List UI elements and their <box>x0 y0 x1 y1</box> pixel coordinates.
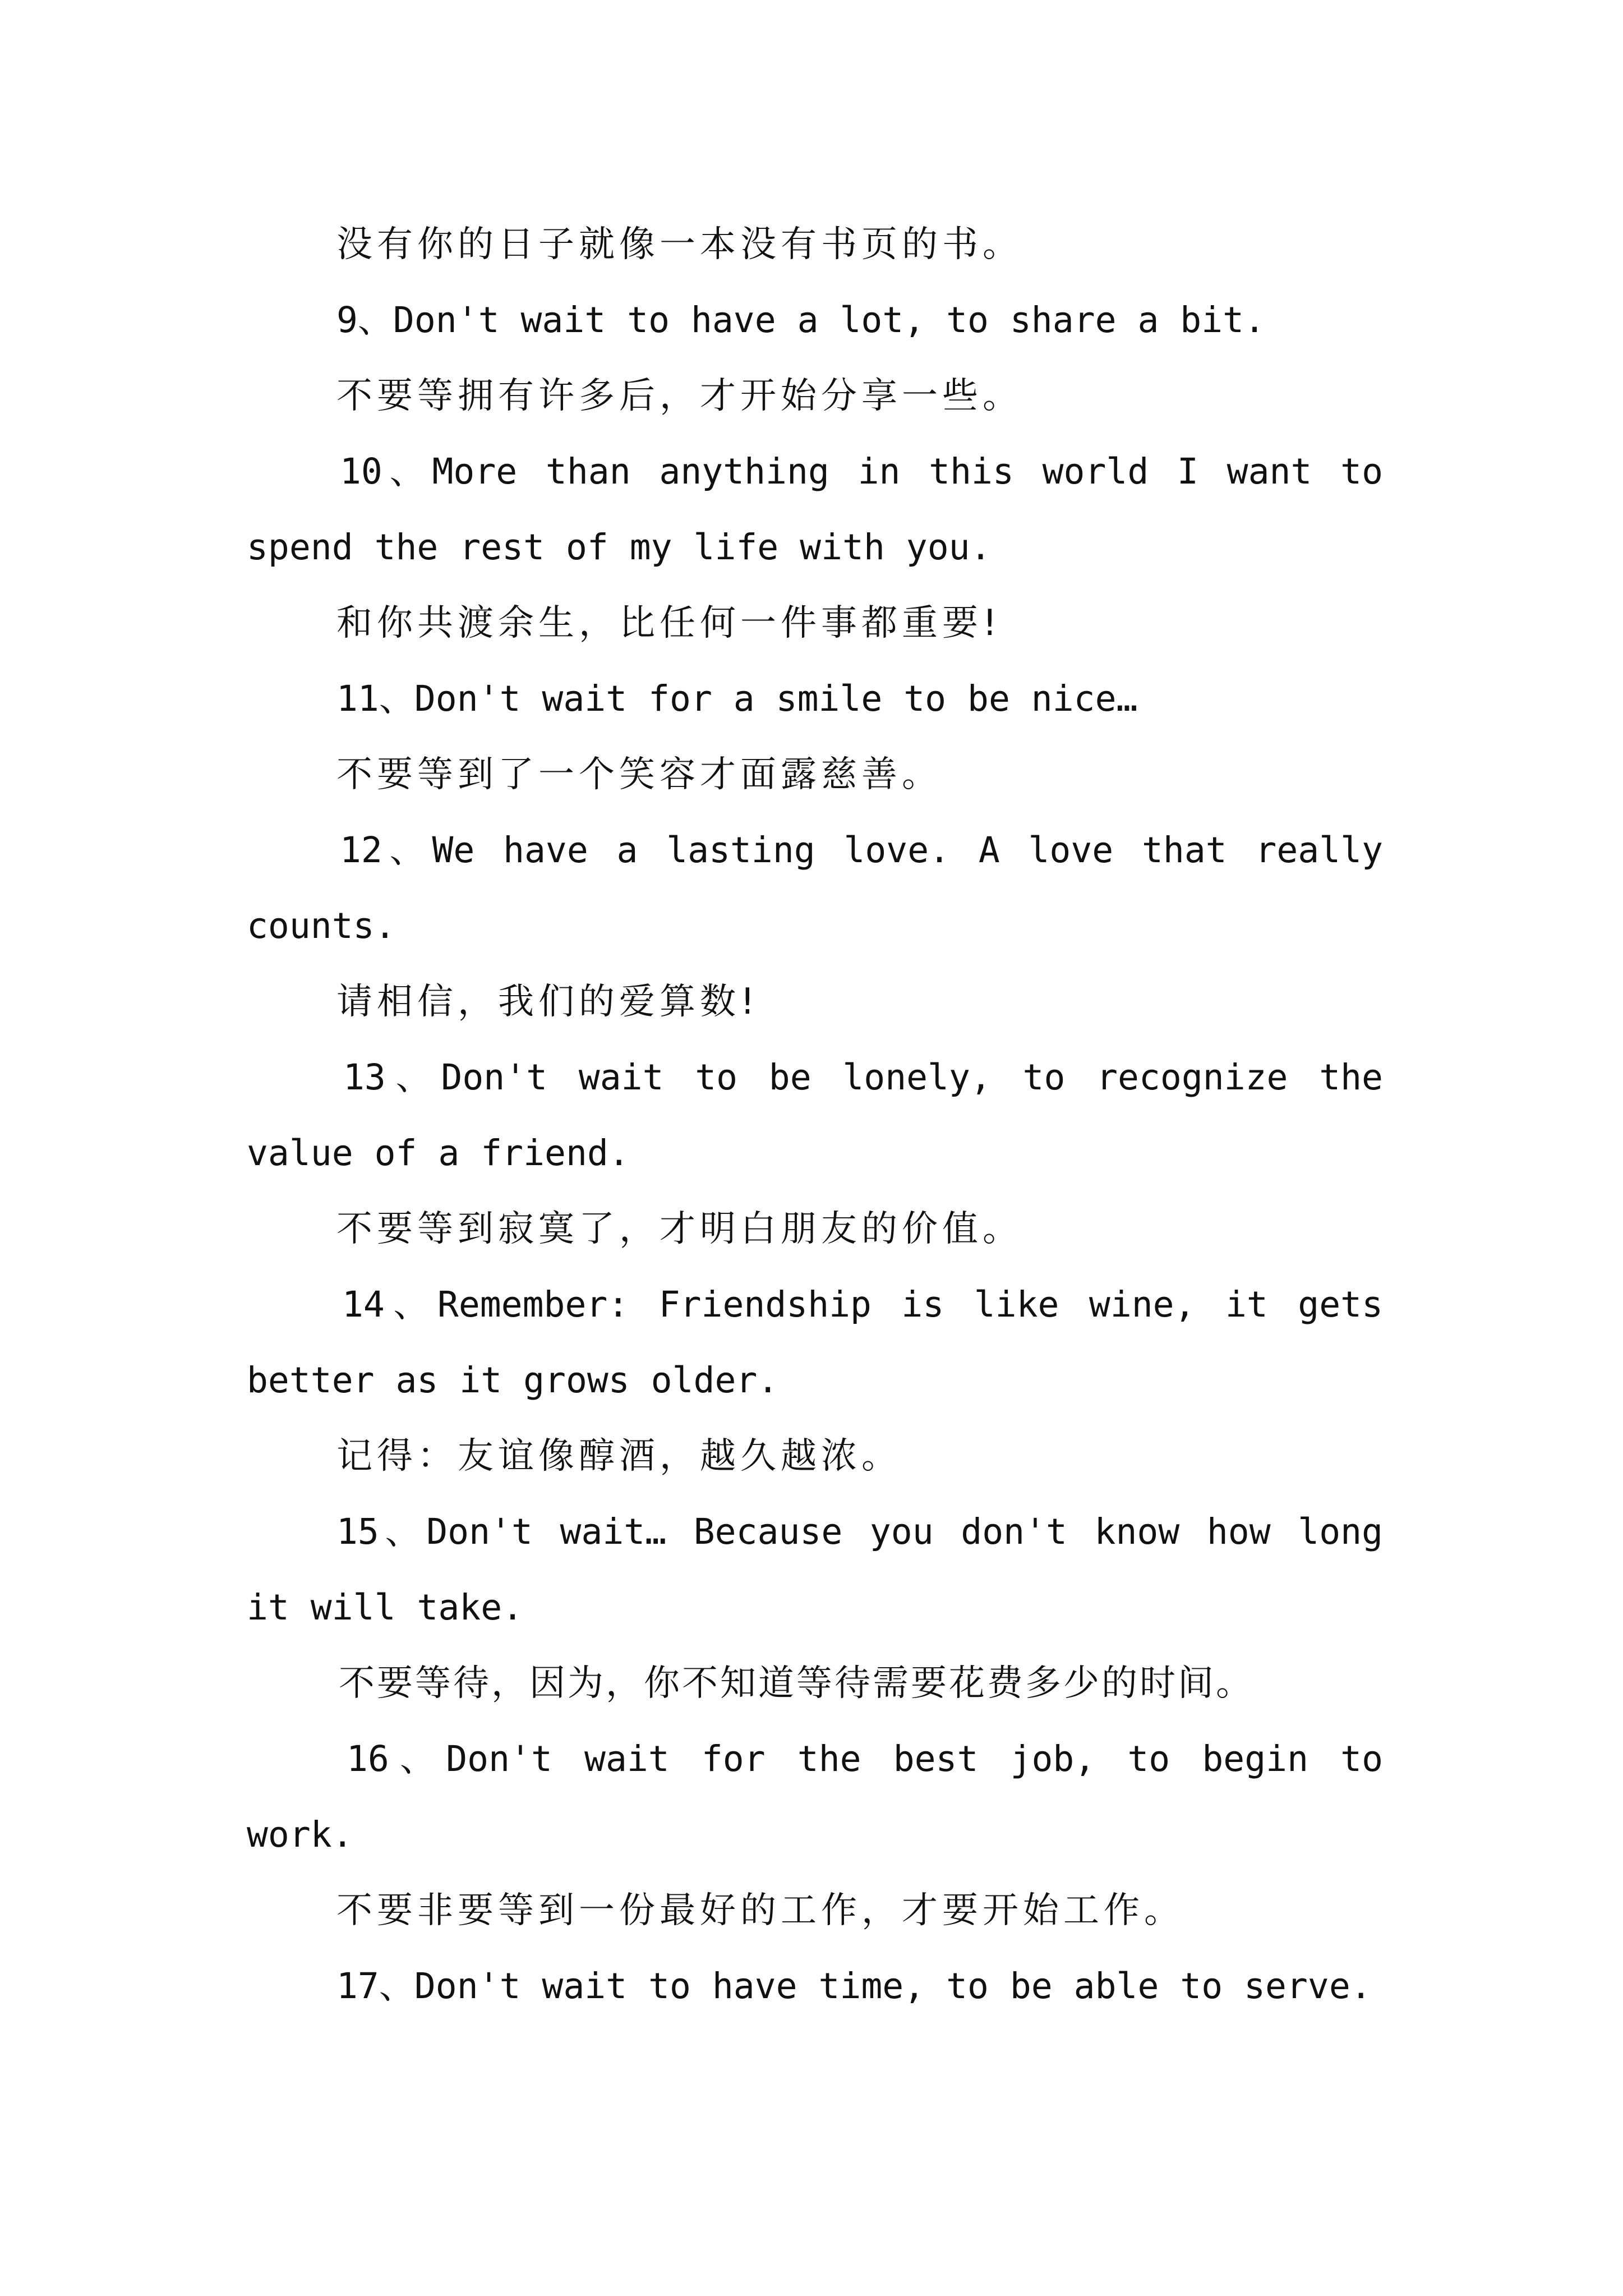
text-line-23: 不要非要等到一份最好的工作，才要开始工作。 <box>336 1890 1184 1931</box>
text-line-19: it will take. <box>247 1587 524 1628</box>
text-line-6: 和你共渡余生，比任何一件事都重要! <box>336 602 1002 644</box>
text-line-18: 15、Don't wait… Because you don't know how long <box>336 1511 1383 1552</box>
text-line-1: 没有你的日子就像一本没有书页的书。 <box>336 224 1023 265</box>
text-line-7: 11、Don't wait for a smile to be nice… <box>336 678 1138 719</box>
text-line-8: 不要等到了一个笑容才面露慈善。 <box>336 754 942 795</box>
text-line-16: better as it grows older. <box>247 1360 779 1401</box>
text-line-9: 12、We have a lasting love. A love that really <box>340 830 1383 871</box>
text-line-20: 不要等待，因为，你不知道等待需要花费多少的时间。 <box>339 1663 1254 1704</box>
text-line-24: 17、Don't wait to have time, to be able to serve. <box>336 1966 1372 2007</box>
text-line-10: counts. <box>247 905 396 946</box>
text-line-2: 9、Don't wait to have a lot, to share a bit. <box>336 300 1266 341</box>
text-line-21: 16、Don't wait for the best job, to begin to <box>347 1738 1383 1779</box>
text-line-3: 不要等拥有许多后，才开始分享一些。 <box>336 375 1023 417</box>
text-line-12: 13、Don't wait to be lonely, to recognize the <box>343 1057 1383 1098</box>
text-line-13: value of a friend. <box>247 1133 630 1174</box>
text-line-4: 10、More than anything in this world I want to <box>340 451 1383 492</box>
text-line-11: 请相信，我们的爱算数! <box>336 981 759 1023</box>
text-line-14: 不要等到寂寞了，才明白朋友的价值。 <box>336 1208 1023 1250</box>
text-line-5: spend the rest of my life with you. <box>247 527 992 568</box>
text-line-15: 14、Remember: Friendship is like wine, it gets <box>342 1284 1383 1325</box>
text-line-22: work. <box>247 1814 353 1855</box>
text-line-17: 记得：友谊像醇酒，越久越浓。 <box>336 1435 902 1477</box>
